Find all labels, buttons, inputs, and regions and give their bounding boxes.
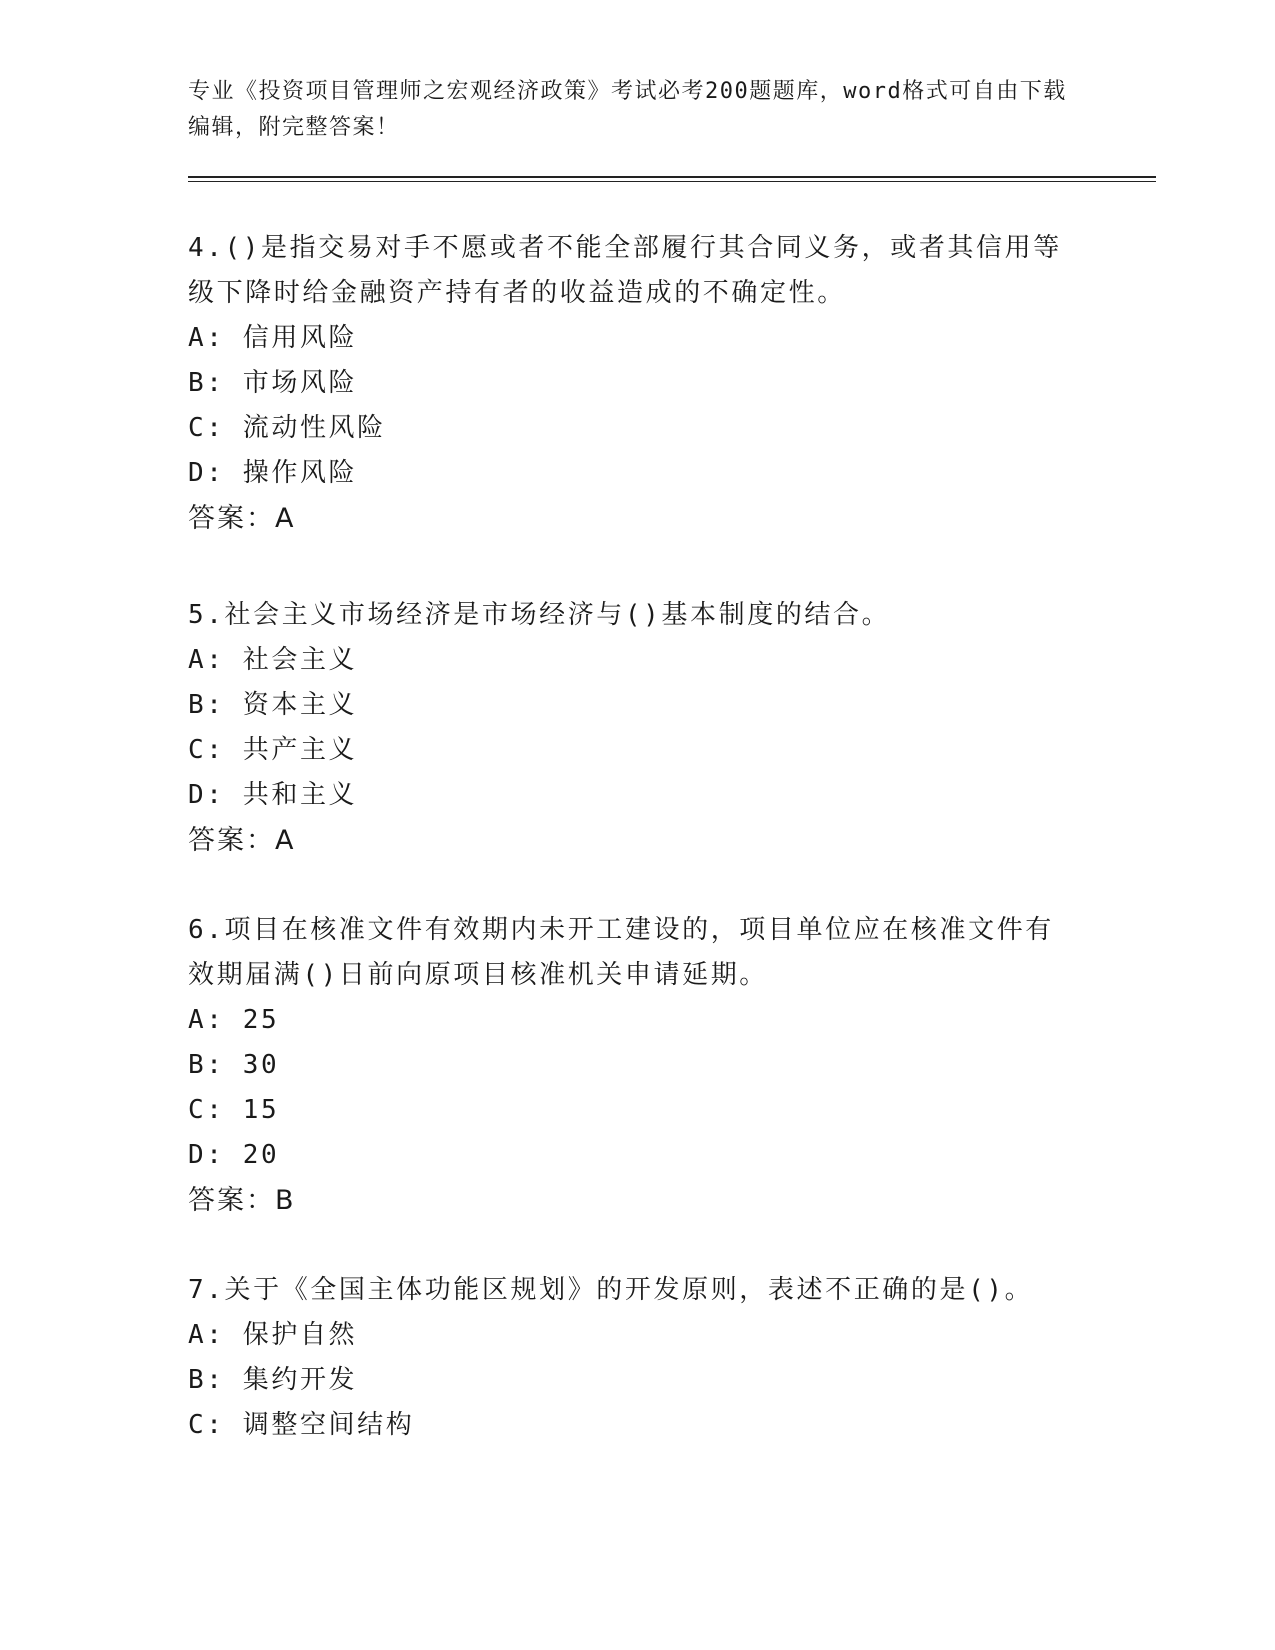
answer: 答案：A (188, 825, 296, 856)
option-b: B: 市场风险 (188, 368, 358, 398)
option-c: C: 共产主义 (188, 735, 358, 765)
option-c: C: 流动性风险 (188, 413, 386, 443)
answer: 答案：A (188, 503, 296, 534)
document-header: 专业《投资项目管理师之宏观经济政策》考试必考200题题库，word格式可自由下载编辑，附完整答案！ (188, 79, 1067, 140)
option-a: A: 25 (188, 1005, 280, 1035)
option-b: B: 资本主义 (188, 690, 358, 720)
header-divider-thin (188, 181, 1156, 182)
option-a: A: 保护自然 (188, 1320, 358, 1350)
question-5 (188, 593, 1068, 864)
option-d: D: 操作风险 (188, 458, 358, 488)
option-b: B: 30 (188, 1050, 280, 1080)
header-divider-thick (188, 176, 1156, 178)
option-a: A: 信用风险 (188, 323, 358, 353)
question-stem: 4.()是指交易对手不愿或者不能全部履行其合同义务，或者其信用等级下降时给金融资产持有者的收益造成的不确定性。 (188, 233, 1062, 308)
option-c: C: 15 (188, 1095, 280, 1125)
answer: 答案：B (188, 1185, 296, 1216)
question-stem: 7.关于《全国主体功能区规划》的开发原则，表述不正确的是()。 (188, 1275, 1034, 1305)
question-stem: 6.项目在核准文件有效期内未开工建设的，项目单位应在核准文件有效期届满()日前向原项目核准机关申请延期。 (188, 915, 1054, 990)
option-d: D: 共和主义 (188, 780, 358, 810)
option-b: B: 集约开发 (188, 1365, 358, 1395)
question-4 (188, 226, 1068, 542)
option-a: A: 社会主义 (188, 645, 358, 675)
option-d: D: 20 (188, 1140, 280, 1170)
question-stem: 5.社会主义市场经济是市场经济与()基本制度的结合。 (188, 600, 891, 630)
option-c: C: 调整空间结构 (188, 1410, 415, 1440)
question-6 (188, 908, 1068, 1224)
question-7 (188, 1268, 1068, 1448)
